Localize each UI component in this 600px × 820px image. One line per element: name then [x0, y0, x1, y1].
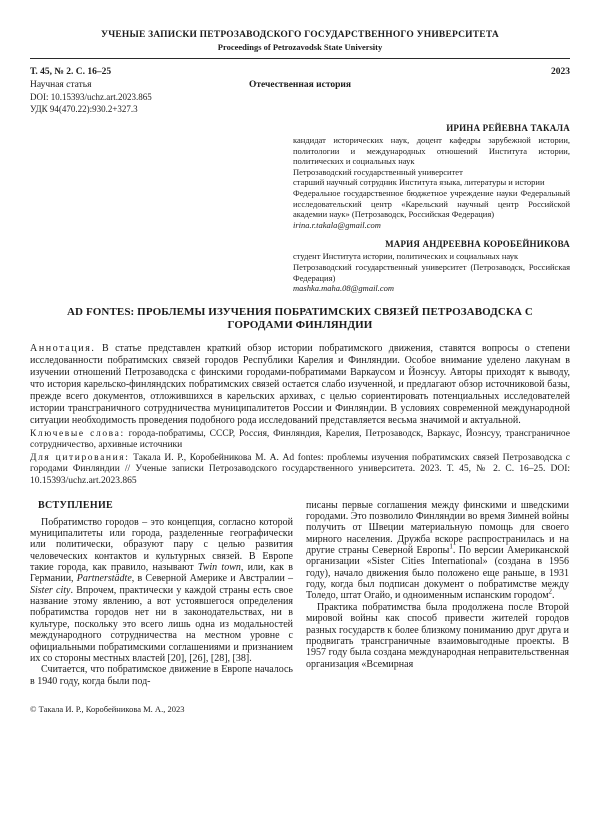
- journal-title-en: Proceedings of Petrozavodsk State University: [217, 42, 383, 52]
- author-affiliation-line: Петрозаводский государственный университет: [293, 166, 463, 177]
- author-email: irina.r.takala@gmail.com: [293, 219, 381, 230]
- author-name: МАРИЯ АНДРЕЕВНА КОРОБЕЙНИКОВА: [385, 239, 570, 250]
- body-paragraph: писаны первые соглашения между финскими и шведскими городами. Это позволило Финляндии во время Зимней войны получить от Швеции материальную помощь для своего мирного населения. Дружба вскоре распространилась и на другие страны Северной Европы$^1$. По версии Американской организации «Sister Cities International» (создана в 1956 году), начало движения было положено еще раньше, в 1931 году, когда был подписан документ о побратимстве между Толедо, штат Огайо, и одноименным испанским городом$^2$.: [306, 499, 569, 602]
- authors-block: [30, 122, 570, 294]
- journal-section-label: Отечественная история: [248, 80, 352, 90]
- body-paragraph: Побратимство городов – это концепция, согласно которой муниципалитеты или города, разделенные географически или политически, образуют пару с целью развития человеческих контактов и культурных связей. В Европе такие города, как правило, называют Twin town, или, как в Германии, Partnerstädte, в Северной Америке и Австралии – Sister city. Впрочем, практически у каждой страны есть свое название этому явлению, а вот устоявшегося определения побратимства городов нет ни в законодательствах, ни в культуре, поскольку это всего лишь одна из модальностей международного сотрудничества на местном уровне с официальными побратимскими соглашениями и признанием их со стороны местных властей [20], [26], [28], [38].: [30, 516, 294, 664]
- citation: [30, 453, 570, 487]
- volume-pages: Т. 45, № 2. С. 16–25: [30, 67, 112, 77]
- body-paragraph: Практика побратимства была продолжена после Второй мировой войны как способ привести жителей городов разных государств к более близкому пониманию друг друга и продвигать трансграничные взаимовыгодные проекты. В 1957 году была создана международная неправительственная организация «Всемирная: [306, 601, 569, 670]
- author-name: ИРИНА РЕЙЕВНА ТАКАЛА: [446, 123, 570, 133]
- intro-section-heading: ВСТУПЛЕНИЕ: [38, 499, 114, 511]
- citation-text: Такала И. Р., Коробейникова М. А. Ad fontes: проблемы изучения побратимских связей Петрозаводска с городами Финляндии // Ученые записки Петрозаводского государственного университета. 2023. Т. 45, № 2. С. 16–25. DOI: 10.15393/uchz.art.2023.865: [30, 453, 570, 486]
- author-email: mashka.maha.08@gmail.com: [293, 283, 395, 294]
- citation-label: Для цитирования:: [30, 453, 130, 464]
- issue-year: 2023: [551, 67, 570, 77]
- abstract: [30, 343, 570, 427]
- doi-line: DOI: 10.15393/uchz.art.2023.865: [30, 92, 152, 102]
- article-title: AD FONTES: ПРОБЛЕМЫ ИЗУЧЕНИЯ ПОБРАТИМСКИХ СВЯЗЕЙ ПЕТРОЗАВОДСКА С ГОРОДАМИ ФИНЛЯНДИИ: [67, 305, 533, 332]
- journal-title-ru: УЧЕНЫЕ ЗАПИСКИ ПЕТРОЗАВОДСКОГО ГОСУДАРСТВЕННОГО УНИВЕРСИТЕТА: [101, 30, 499, 40]
- keywords-label: Ключевые слова:: [30, 428, 125, 439]
- udc-line: УДК 94(470.22):930.2+327.3: [30, 103, 138, 114]
- body-columns: [30, 500, 570, 714]
- author-affiliation-line: Петрозаводский государственный университет (Петрозаводск, Российская Федерация): [293, 261, 570, 283]
- author-affiliation-line: студент Института истории, политических и социальных наук: [293, 251, 519, 262]
- keywords-text: города-побратимы, СССР, Россия, Финляндия, Карелия, Петрозаводск, Варкаус, Йоэнсуу, трансграничное сотрудничество, архивные источники: [30, 428, 571, 450]
- abstract-label: Аннотация.: [30, 342, 96, 354]
- keywords: [30, 429, 570, 451]
- author-affiliation-line: кандидат исторических наук, доцент кафедры зарубежной истории, политологии и международных отношений Института истории, политических и социальных наук: [293, 135, 570, 167]
- left-column: [30, 500, 293, 714]
- header-divider: [30, 58, 570, 59]
- body-paragraph: Считается, что побратимское движение в Европе началось в 1940 году, когда были под-: [30, 664, 293, 687]
- author-block-1: [293, 122, 570, 230]
- author-affiliation-line: старший научный сотрудник Института языка, литературы и истории: [293, 177, 545, 188]
- author-affiliation-line: Федеральное государственное бюджетное учреждение науки Федеральный исследовательский центр «Карельский научный центр Российской академии наук» (Петрозаводск, Российская Федерация): [293, 187, 570, 220]
- right-column: [306, 500, 569, 714]
- copyright-note: © Такала И. Р., Коробейникова М. А., 2023: [30, 703, 185, 714]
- article-type-label: Научная статья: [30, 80, 92, 90]
- abstract-text: В статье представлен краткий обзор истории побратимского движения, ставятся вопросы о степени исследованности побратимских связей городов Республики Карелия и Финляндии. Особое внимание уделено лакунам в изучении отношений Петрозаводска с финскими городами-побратимами Варкаусом и Йоэнсуу. Авторы приходят к выводу, что история карельско-финляндских побратимских связей остается слабо изученной, и предлагают обзор источниковой базы, прежде всего документов, отложившихся в карельских архивах, с целью сориентировать потенциальных исследователей истории трансграничного сотрудничества муниципалитетов России и Финляндии. В условиях современной международной ситуации необходимость проведения подобного рода исследований представляется весьма значимой и актуальной.: [30, 342, 571, 426]
- author-block-2: [293, 238, 570, 293]
